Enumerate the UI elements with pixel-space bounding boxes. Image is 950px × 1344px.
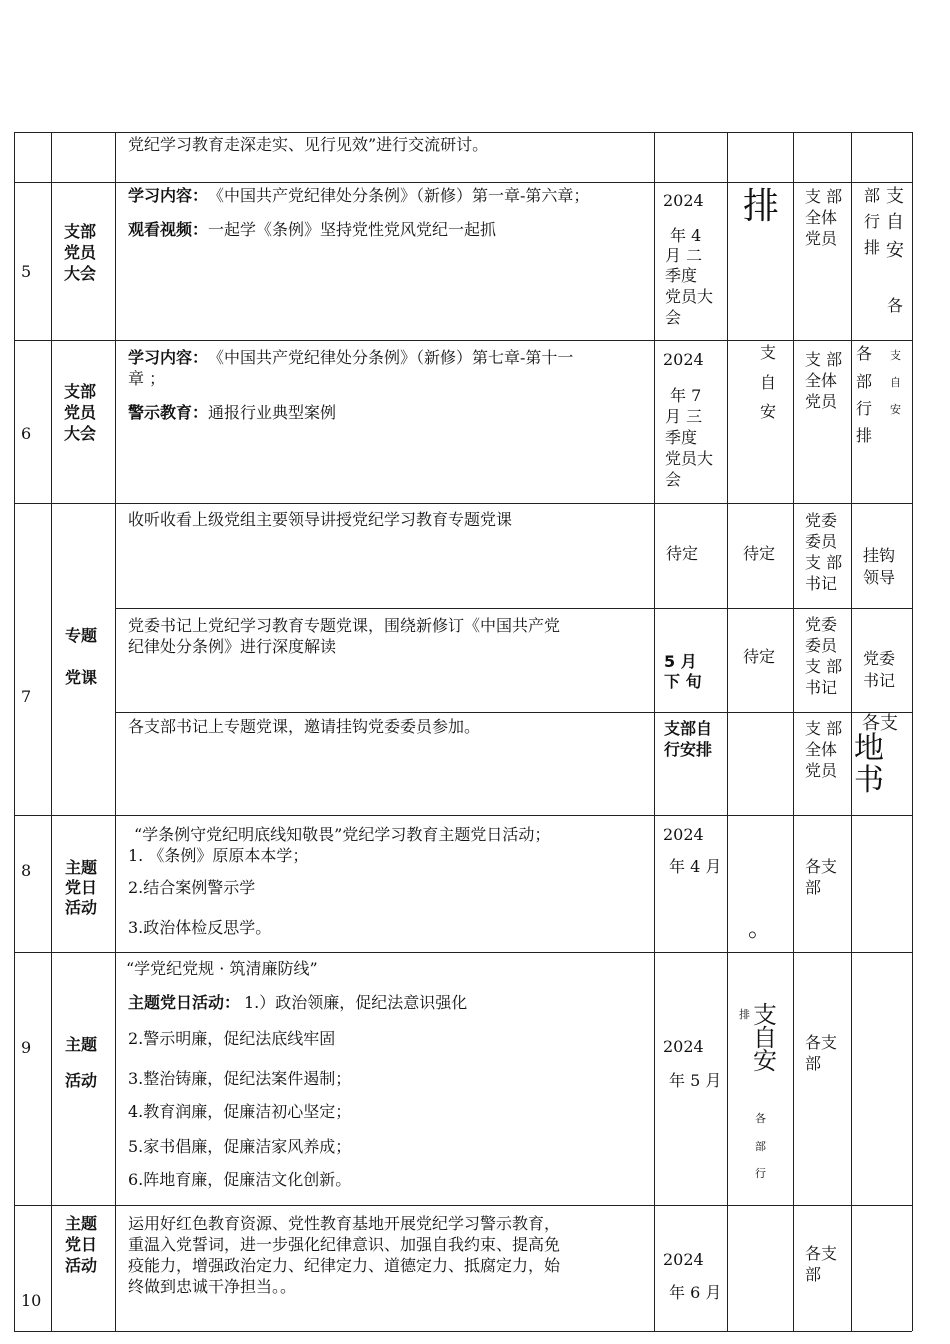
row8-type-1: 主题 [65,858,98,877]
row10-content-4: 终做到忠诚干净担当。。 [128,1277,297,1296]
row7c-content: 各支部书记上专题党课，邀请挂钩党委委员参加。 [128,717,481,736]
row9-content-label: 主题党日活动： [128,993,241,1012]
row8-participants-2: 部 [805,878,822,897]
row10-content-2: 重温入党誓词，进一步强化纪律意识、加强自我约束、提高免 [128,1235,561,1254]
row5-place: 排 [743,186,780,227]
row9-content-3: 3.整治铸廉，促纪法案件遏制； [128,1069,352,1088]
row5-content-2: 一起学《条例》坚持党性党风党纪一起抓 [208,220,497,239]
row7b-place: 待定 [743,647,776,666]
row9-participants-2: 部 [805,1054,822,1073]
row7b-time-1: 5 月 [664,652,697,671]
row5-content-label-2: 观看视频： [128,220,209,239]
row0-content: 党纪学习教育走深走实、见行见效”进行交流研讨。 [128,135,489,154]
row8-place: 。 [748,914,772,942]
row9-time-1: 2024 [663,1037,704,1056]
row10-number: 10 [21,1291,42,1310]
row8-type-2: 党日 [65,878,98,897]
row7c-time-1: 支部自 [664,719,713,738]
row10-content-1: 运用好红色教育资源、党性教育基地开展党纪学习警示教育， [128,1214,561,1233]
row9-content-1: 1.）政治领廉，促纪法意识强化 [244,993,468,1012]
row7a-place: 待定 [743,544,776,563]
row9-content-5: 5.家书倡廉，促廉洁家风养成； [128,1137,352,1156]
row8-content-2: 1. 《条例》原原本本学； [128,846,309,865]
row8-type-3: 活动 [65,898,98,917]
row10-participants-2: 部 [805,1265,822,1284]
row10-type-1: 主题 [65,1214,98,1233]
row9-content-6: 6.阵地育廉，促廉洁文化创新。 [128,1170,352,1189]
row7a-time: 待定 [666,544,699,563]
row6-content-3: 通报行业典型案例 [208,403,337,422]
row10-type-3: 活动 [65,1256,98,1275]
row7b-content-2: 纪律处分条例》进行深度解读 [128,637,337,656]
row9-content-2: 2.警示明廉，促纪法底线牢固 [128,1029,336,1048]
row10-time-2: 年 6 月 [669,1283,722,1302]
row7b-content-1: 党委书记上党纪学习教育专题党课，围绕新修订《中国共产党 [128,616,561,635]
row7a-content: 收听收看上级党组主要领导讲授党纪学习教育专题党课 [128,510,513,529]
row7-type-1: 专题 [65,626,98,645]
row10-content-3: 疫能力，增强政治定力、纪律定力、道德定力、抵腐定力，始 [128,1256,561,1275]
row9-type-1: 主题 [65,1035,98,1054]
row6-content-1: 《中国共产党纪律处分条例》（新修）第七章-第十一 [208,348,574,367]
row8-time-2: 年 4 月 [669,857,722,876]
row7-type-2: 党课 [65,668,98,687]
row6-content-2: 章 ； [128,369,166,388]
row9-type-2: 活动 [65,1071,98,1090]
document-page: 党纪学习教育走深走实、见行见效”进行交流研讨。 5 支部党员大会 学习内容： 《中国共产党纪律处分条例》（新修）第一章-第六章； 观看视频： 一起学《条例》坚持党性党风党纪一起抓 2024 年 4 月 二 季度 党员大 会 排 支 部 全体 党员 部 支 行 自 排 安 各 6 支部党员大会 学习内容： 《中国共产党纪律处分条例》（新修）第七章-第十一 章 ； 警示教育： 通报行业典型案例 2024 年 7 月 三 季度 党员大 会 支 自 安 支 部 全体 党员 各 支 部 自 行 安 排 7 专题 党课 收听收看上级党组主要领导讲授党纪学习教育专题党课 待定 待定 党委 委员 支 部 书记 挂钩 领导 党委书记上党纪学习教育专题党课，围绕新修订《中国共产党 纪律处分条例》进行深度解读 5 月 下 旬 待定 党委 委员 支 部 书记 党委 书记 各支部书记上专题党课，邀请挂钩党委委员参加。 支部自 行安排 支 部 全体 党员 各支 地 书 8 主题 党日 活动 “学条例守党纪明底线知敬畏”党纪学习教育主题党日活动； 1. 《条例》原原本本学； 2.结合案例警示学 3.政治体检反思学。 2024 年 4 月 。 各支 部 9 主题 活动 “学党纪党规 · 筑清廉防线” 主题党日活动： 1.）政治领廉，促纪法意识强化 2.警示明廉，促纪法底线牢固 3.整治铸廉，促纪法案件遏制； 4.教育润廉，促廉洁初心坚定； 5.家书倡廉，促廉洁家风养成； 6.阵地育廉，促廉洁文化创新。 2024 年 5 月 排 支 自 安 各 部 行 各支 部 10 主题 党日 活动 运用好红色教育资源、党性教育基地开展党纪学习警示教育， 重温入党誓词，进一步强化纪律意识、加强自我约束、提高免 疫能力，增强政治定力、纪律定力、道德定力、抵腐定力，始 终做到忠诚干净担当。。 2024 年 6 月 各支 部 [0,0,950,1344]
row8-content-1: “学条例守党纪明底线知敬畏”党纪学习教育主题党日活动； [134,825,551,844]
row8-content-3: 2.结合案例警示学 [128,878,256,897]
row9-content-title: “学党纪党规 · 筑清廉防线” [126,959,318,978]
row7b-time-2: 下 旬 [664,672,702,691]
row9-time-2: 年 5 月 [669,1071,722,1090]
row6-content-label-1: 学习内容： [128,348,209,367]
row7-number: 7 [21,687,32,706]
row8-participants-1: 各支 [805,857,838,876]
row6-number: 6 [21,424,32,443]
row9-number: 9 [21,1038,32,1057]
row10-time-1: 2024 [663,1250,704,1269]
row10-participants-1: 各支 [805,1244,838,1263]
row7c-time-2: 行安排 [664,740,713,759]
row6-type: 支部党员大会 [64,382,97,443]
row8-number: 8 [21,861,32,880]
row5-type: 支部党员大会 [64,222,97,283]
row10-type-2: 党日 [65,1235,98,1254]
row8-content-4: 3.政治体检反思学。 [128,918,272,937]
row5-number: 5 [21,262,32,281]
row9-content-4: 4.教育润廉，促廉洁初心坚定； [128,1102,352,1121]
row5-content-1: 《中国共产党纪律处分条例》（新修）第一章-第六章； [208,186,590,205]
row5-content-label-1: 学习内容： [128,186,209,205]
row9-participants-1: 各支 [805,1033,838,1052]
row8-time-1: 2024 [663,825,704,844]
row6-content-label-2: 警示教育： [128,403,209,422]
